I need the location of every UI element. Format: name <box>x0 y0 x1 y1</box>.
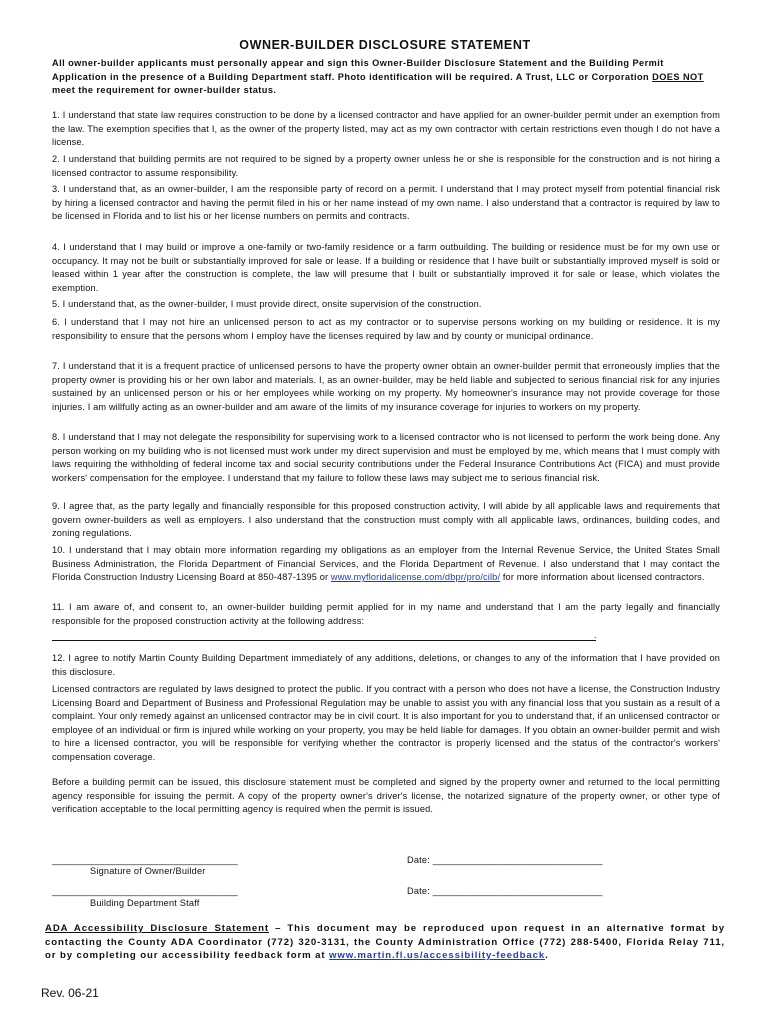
owner-signature-label: Signature of Owner/Builder <box>90 866 206 876</box>
address-line[interactable] <box>52 640 596 641</box>
paragraph-9: 9. I agree that, as the party legally and financially responsible for this proposed construction activity, I will abide by all applicable laws and requirements that govern owner-builders as well as employers. I also understand that the construction must comply with all applicable laws, ordinances, building codes, and zoning regulations. <box>52 501 720 539</box>
paragraph-2: 2. I understand that building permits are not required to be signed by a property owner unless he or she is responsible for the construction and is not hiring a licensed contractor to assume responsibility. <box>52 154 720 178</box>
paragraph-12: 12. I agree to notify Martin County Building Department immediately of any additions, deletions, or changes to any of the information that I have provided on this disclosure. <box>52 653 720 677</box>
staff-signature-label: Building Department Staff <box>90 898 200 908</box>
paragraph-1: 1. I understand that state law requires construction to be done by a licensed contractor and have applied for an owner-builder permit under an exemption from the law. The exemption specifies that I, as the owner of the property listed, may act as my own contractor with certain restrictions even though I do not have a license. <box>52 110 720 148</box>
paragraph-8: 8. I understand that I may not delegate the responsibility for supervising work to a licensed contractor who is not licensed to perform the work being done. Any person working on my building who is not licensed must work under my direct supervision and must be employed by me, which means that I must comply with laws requiring the withholding of federal income tax and social security contributions under the Federal Insurance Contributions Act (FICA) and must provide workers' compensation for the employee. I understand that my failure to follow these laws may subject me to serious financial risk. <box>52 432 720 483</box>
address-period: . <box>594 630 597 640</box>
paragraph-10-text-end: for more information about licensed contractors. <box>500 572 705 583</box>
accessibility-feedback-link[interactable]: www.martin.fl.us/accessibility-feedback <box>329 950 546 962</box>
paragraph-3: 3. I understand that, as an owner-builder, I am the responsible party of record on a permit. I understand that I may protect myself from potential financial risk by hiring a licensed contractor and having the permit filed in his or her name instead of my own name. I also understand that a contractor is required by law to be licensed in Florida and to list his or her license numbers on permits and contracts. <box>52 184 720 222</box>
owner-date-field[interactable]: Date: ________________________________ <box>407 855 603 865</box>
intro-text-1: All owner-builder applicants must personally appear and sign this Owner-Builder Disclosure Statement and the Building Permit Application in the presence of a Building Department staff. Photo identification will be required. A Trust, LLC or Corporation <box>52 58 664 82</box>
paragraph-4: 4. I understand that I may build or improve a one-family or two-family residence or a farm outbuilding. The building or residence must be for my own use or occupancy. It may not be built or substantially improved for sale or lease. If a building or residence that I have built or substantially improved myself is sold or leased within 1 year after the construction is complete, the law will presume that I built or substantially improved it for sale or lease, which violates the exemption. <box>52 242 720 293</box>
paragraph-10 <box>52 544 720 585</box>
paragraph-before-permit: Before a building permit can be issued, this disclosure statement must be completed and signed by the property owner and returned to the local permitting agency responsible for issuing the permit. A copy of the property owner's driver's license, the notarized signature of the property owner, or other type of verification acceptable to the local permitting agency is required when the permit is issued. <box>52 777 720 815</box>
paragraph-licensed-contractors: Licensed contractors are regulated by laws designed to protect the public. If you contract with a person who does not have a license, the Construction Industry Licensing Board and Department of Business and Professional Regulation may be unable to assist you with any financial loss that you sustain as a result of a complaint. Your only remedy against an unlicensed contractor may be in civil court. It is also important for you to understand that, if an unlicensed contractor or employee of an individual or firm is injured while working on your property, you may be held liable for damages. If you obtain an owner-builder permit and wish to hire a licensed contractor, you will be responsible for verifying whether the contractor is properly licensed and the status of the contractor's workers' compensation coverage. <box>52 684 720 762</box>
intro-emphasis: DOES NOT <box>652 71 704 82</box>
intro-text-2: meet the requirement for owner-builder status. <box>52 85 277 95</box>
staff-date-field[interactable]: Date: ________________________________ <box>407 886 603 896</box>
staff-signature-line[interactable]: ___________________________________ <box>52 886 238 896</box>
ada-body: – This document may be reproduced upon request in an alternative format by contacting the County ADA Coordinator (772) 320-3131, the County Administration Office (772) 288-5400, Florida Relay 711, or by completing our accessibility feedback form at <box>45 923 725 962</box>
ada-end: . <box>545 950 549 962</box>
paragraph-11: 11. I am aware of, and consent to, an owner-builder building permit applied for in my name and understand that I am the party legally and financially responsible for the proposed construction activity at the following address: <box>52 602 720 626</box>
paragraph-5: 5. I understand that, as the owner-builder, I must provide direct, onsite supervision of the construction. <box>52 299 482 309</box>
paragraph-6: 6. I understand that I may not hire an unlicensed person to act as my contractor or to supervise persons working on my building or residence. It is my responsibility to ensure that the persons whom I employ have the licenses required by law and by county or municipal ordinance. <box>52 317 720 341</box>
paragraph-10-text: 10. I understand that I may obtain more information regarding my obligations as an employer from the Internal Revenue Service, the United States Small Business Administration, the Florida Department of Financial Services, and the Florida Department of Revenue. I also understand that I may contact the Florida Construction Industry Licensing Board at 850-487-1395 or <box>52 545 720 583</box>
intro-statement <box>52 57 720 98</box>
ada-heading: ADA Accessibility Disclosure Statement <box>45 923 269 934</box>
revision-label: Rev. 06-21 <box>41 986 99 1000</box>
document-title: OWNER-BUILDER DISCLOSURE STATEMENT <box>239 38 531 52</box>
paragraph-7: 7. I understand that it is a frequent practice of unlicensed persons to have the property owner obtain an owner-builder permit that erroneously implies that the property owner is providing his or her own labor and materials. I, as an owner-builder, may be held liable and subjected to serious financial risk for any injuries sustained by an unlicensed person or his or her employees while working on my property. My homeowner's insurance may not provide coverage for those injuries. I am willfully acting as an owner-builder and am aware of the limits of my insurance coverage for injuries to workers on my property. <box>52 361 720 412</box>
cilb-link[interactable]: www.myfloridalicense.com/dbpr/pro/cilb/ <box>330 572 501 583</box>
ada-statement <box>45 922 725 963</box>
owner-signature-line[interactable]: ___________________________________ <box>52 855 238 865</box>
